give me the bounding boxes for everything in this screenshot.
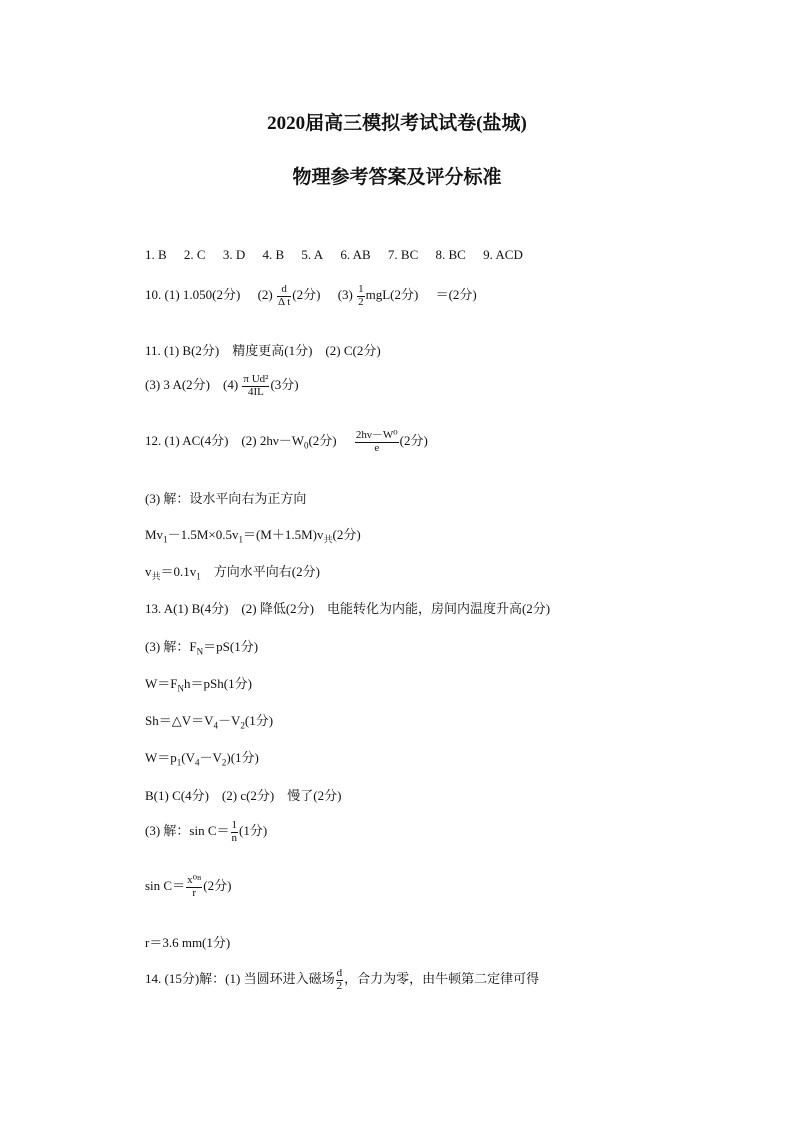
q10-fraction-half <box>357 284 365 308</box>
expr: ＝(M＋1.5M)v <box>242 527 324 542</box>
fraction-denominator: n <box>231 831 238 844</box>
expr: ＝0.1v <box>160 564 197 579</box>
subscript: 4 <box>213 720 219 731</box>
subscript: 1 <box>238 534 243 545</box>
fraction-denominator: Δ t <box>278 295 291 308</box>
q10-part1: 10. (1) 1.050(2分) <box>145 287 241 303</box>
q13-fraction-x-over-r <box>186 875 202 899</box>
mc-answer: 5. A <box>301 247 324 262</box>
fraction-numerator: 1 <box>231 819 238 831</box>
q13-line-3 <box>145 673 252 692</box>
expr: (V <box>181 750 195 765</box>
fraction-numerator: d <box>277 284 291 297</box>
q12-line1-score: (2分) <box>308 433 337 449</box>
expr: (2分) <box>332 527 361 542</box>
q11-line-1: 11. (1) B(2分) 精度更高(1分) (2) C(2分) <box>145 343 381 358</box>
subscript: N <box>196 646 204 657</box>
q13-line-2 <box>145 636 258 655</box>
subscript: 1 <box>196 571 201 582</box>
mc-answer: 6. AB <box>340 247 371 262</box>
q10-part3-label: (3) <box>337 287 353 303</box>
subscript: 4 <box>195 757 200 768</box>
fraction-numerator: x⁰ᴮ <box>187 874 202 886</box>
expr: Sh＝△V＝V <box>145 713 214 728</box>
fraction-denominator: r <box>192 886 197 899</box>
q10-part4: ＝(2分) <box>435 287 477 303</box>
q13-line-8 <box>145 875 231 899</box>
q12-fraction <box>355 430 399 454</box>
expr: W＝F <box>145 676 178 691</box>
expr: (1分) <box>239 823 268 839</box>
q12-line-4 <box>145 561 320 580</box>
mc-answer: 3. D <box>222 247 246 262</box>
q10-line <box>145 284 477 308</box>
q13-line-6: B(1) C(4分) (2) c(2分) 慢了(2分) <box>145 788 342 803</box>
q13-line-1: 13. A(1) B(4分) (2) 降低(2分) 电能转化为内能，房间内温度升高(2分) <box>145 601 551 616</box>
subscript: 2 <box>221 757 227 768</box>
q10-fraction-d-over-dt <box>277 284 291 308</box>
mc-answer: 7. BC <box>387 247 419 262</box>
fraction-numerator: d <box>336 967 343 979</box>
expr: 14. (15分)解：(1) 当圆环进入磁场 <box>145 971 335 987</box>
expr: －V <box>199 750 222 765</box>
expr: (1分) <box>244 713 274 728</box>
mc-answer-line <box>145 247 523 263</box>
subscript: 共 <box>151 571 161 582</box>
q13-line-9: r＝3.6 mm(1分) <box>145 935 231 950</box>
q11-line2-score: (3分) <box>270 377 299 393</box>
fraction-denominator: 2 <box>358 295 364 308</box>
expr: v <box>145 564 152 579</box>
q10-part2-score: (2分) <box>292 287 321 303</box>
q13-fraction-1-over-n <box>231 820 239 844</box>
expr: Mv <box>145 527 164 542</box>
fraction-numerator: π Ud² <box>243 373 269 385</box>
q12-line-2: (3) 解：设水平向右为正方向 <box>145 491 307 506</box>
expr: 方向水平向右(2分) <box>200 564 320 579</box>
q12-fraction-score: (2分) <box>399 433 428 449</box>
q12-line1-text: 12. (1) AC(4分) (2) 2hν－W <box>145 433 304 449</box>
expr: (3) 解：F <box>145 639 197 654</box>
expr: h＝pSh(1分) <box>184 676 252 691</box>
fraction-denominator: e <box>374 441 380 454</box>
fraction-numerator: 1 <box>358 283 364 295</box>
fraction-numerator: 2hν－W⁰ <box>355 429 398 441</box>
q11-fraction <box>242 374 269 398</box>
mc-answer: 9. ACD <box>483 247 523 262</box>
q13-line-7 <box>145 820 267 844</box>
expr: －1.5M×0.5v <box>167 527 239 542</box>
q14-fraction-d-over-2 <box>336 968 344 992</box>
subscript: 共 <box>323 534 333 545</box>
fraction-denominator: 4IL <box>247 385 264 398</box>
q11-line-2 <box>145 374 299 398</box>
expr: (2分) <box>203 878 232 894</box>
expr: －V <box>218 713 241 728</box>
q13-line-5 <box>145 747 259 766</box>
page-subtitle: 物理参考答案及评分标准 <box>292 167 502 188</box>
q10-part3-score: mgL(2分) <box>365 287 419 303</box>
page-title: 2020届高三模拟考试试卷(盐城) <box>267 113 527 134</box>
q11-line2-text: (3) 3 A(2分) (4) <box>145 377 239 393</box>
subscript: N <box>177 683 185 694</box>
expr: ＝pS(1分) <box>203 639 259 654</box>
q14-line-1 <box>145 968 539 992</box>
expr: (3) 解：sin C＝ <box>145 823 230 839</box>
mc-answer: 2. C <box>183 247 206 262</box>
expr: )(1分) <box>226 750 259 765</box>
q13-line-4 <box>145 710 273 729</box>
q10-part2-label: (2) <box>257 287 273 303</box>
subscript: 1 <box>163 534 168 545</box>
mc-answer: 8. BC <box>435 247 466 262</box>
subscript: 0 <box>303 440 309 451</box>
q12-line-3 <box>145 524 361 543</box>
expr: W＝p <box>145 750 177 765</box>
fraction-denominator: 2 <box>336 979 343 992</box>
subscript: 1 <box>176 757 182 768</box>
expr: ，合力为零，由牛顿第二定律可得 <box>344 971 540 987</box>
subscript: 2 <box>240 720 245 731</box>
expr: sin C＝ <box>145 878 186 894</box>
mc-answer: 1. B <box>145 247 167 262</box>
mc-answer: 4. B <box>262 247 285 262</box>
q12-line-1 <box>145 430 428 454</box>
